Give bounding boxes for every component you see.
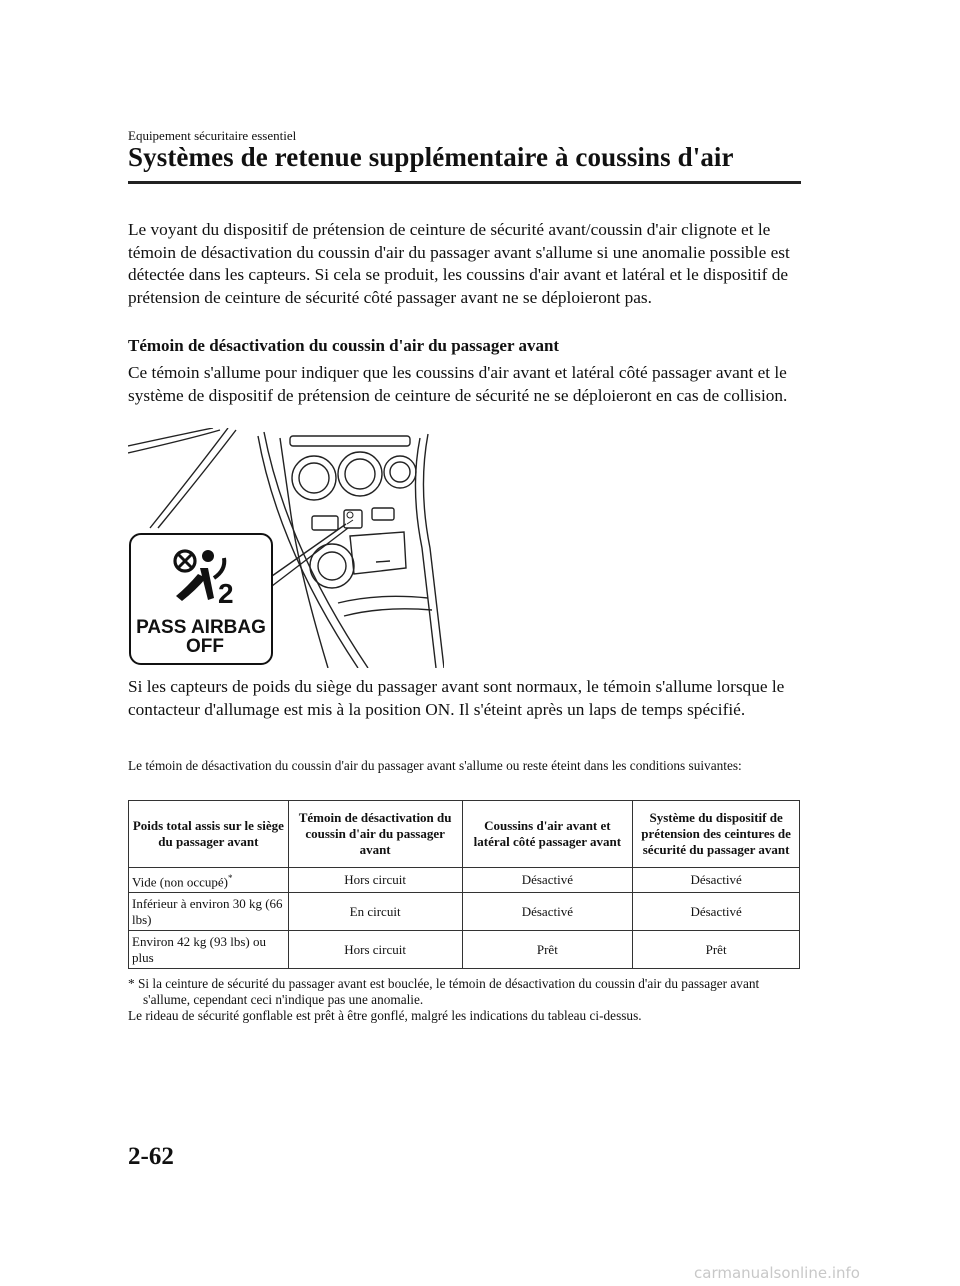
indicator-label-line1: PASS AIRBAG — [136, 617, 266, 638]
cell-weight: Environ 42 kg (93 lbs) ou plus — [129, 931, 289, 969]
page-number: 2-62 — [128, 1143, 174, 1170]
cell-pretensioner: Désactivé — [633, 868, 800, 893]
cell-weight — [129, 868, 289, 893]
cell-airbags: Désactivé — [462, 893, 633, 931]
title-rule — [128, 181, 801, 184]
dashboard-illustration — [128, 428, 444, 668]
table-row — [129, 893, 800, 931]
table-row — [129, 931, 800, 969]
cell-indicator: Hors circuit — [288, 931, 462, 969]
subheading-deactivation-indicator: Témoin de désactivation du coussin d'air du passager avant — [128, 336, 560, 355]
header-pretensioner: Système du dispositif de prétension des ceintures de sécurité du passager avant — [633, 801, 800, 868]
cell-indicator: En circuit — [288, 893, 462, 931]
cell-airbags: Désactivé — [462, 868, 633, 893]
cell-pretensioner: Désactivé — [633, 893, 800, 931]
footnotes — [128, 976, 800, 1024]
indicator-label-line2: OFF — [186, 636, 224, 657]
cell-pretensioner: Prêt — [633, 931, 800, 969]
indicator-number: 2 — [218, 578, 234, 609]
table-header-row — [129, 801, 800, 868]
page-title: Systèmes de retenue supplémentaire à coussins d'air — [128, 142, 734, 172]
cell-indicator: Hors circuit — [288, 868, 462, 893]
footnote-seatbelt: * Si la ceinture de sécurité du passager avant est bouclée, le témoin de désactivation du coussin d'air du passager avant s'allume, cependant ceci n'indique pas une anomalie. — [128, 976, 760, 1007]
footnote-mark: * — [227, 873, 233, 883]
header-airbags: Coussins d'air avant et latéral côté passager avant — [462, 801, 633, 868]
header-seat-weight: Poids total assis sur le siège du passager avant — [129, 801, 289, 868]
header-deactivation-indicator: Témoin de désactivation du coussin d'air du passager avant — [288, 801, 462, 868]
paragraph-weight-sensors: Si les capteurs de poids du siège du passager avant sont normaux, le témoin s'allume lorsque le contacteur d'allumage est mis à la position ON. Il s'éteint après un laps de temps spécifié. — [128, 677, 785, 719]
svg-text:carmanualsonline.info: carmanualsonline.info — [694, 1264, 860, 1282]
footnote-curtain-airbag: Le rideau de sécurité gonflable est prêt à être gonflé, malgré les indications du tableau ci-dessus. — [128, 1008, 642, 1023]
indicator-status-table — [128, 800, 800, 969]
cell-weight: Inférieur à environ 30 kg (66 lbs) — [129, 893, 289, 931]
paragraph-warning-light: Le voyant du dispositif de prétension de ceinture de sécurité avant/coussin d'air clignote et le témoin de désactivation du coussin d'air du passager avant s'allume si une anomalie possible est détectée dans les capteurs. Si cela se produit, les coussins d'air avant et latéral et le dispositif de prétension de ceinture de sécurité côté passager avant ne se déploieront pas. — [128, 220, 790, 307]
section-label: Equipement sécuritaire essentiel — [128, 128, 297, 143]
paragraph-indicator-purpose: Ce témoin s'allume pour indiquer que les coussins d'air avant et latéral côté passager avant et le système de dispositif de prétension de ceinture de sécurité ne se déploieront en cas de collision. — [128, 363, 788, 405]
cell-airbags: Prêt — [462, 931, 633, 969]
table-row — [129, 868, 800, 893]
conditions-note: Le témoin de désactivation du coussin d'air du passager avant s'allume ou reste éteint dans les conditions suivantes: — [128, 758, 742, 773]
weight-text: Vide (non occupé) — [132, 874, 228, 890]
site-watermark-logo — [694, 1264, 954, 1282]
